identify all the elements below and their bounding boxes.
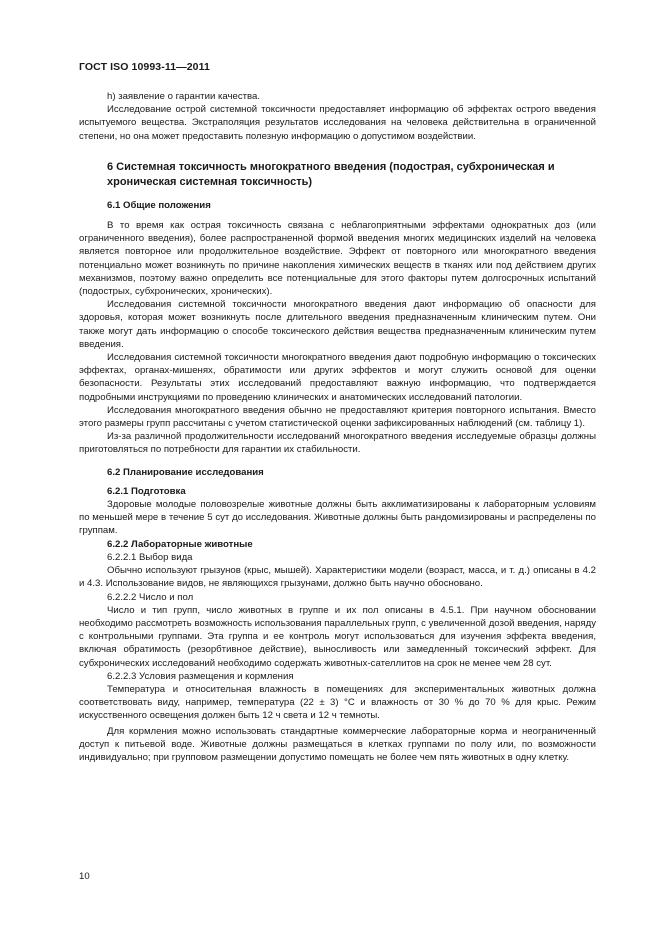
section-6-2-2-2-title: 6.2.2.2 Число и пол: [107, 591, 194, 603]
page-number: 10: [79, 871, 90, 882]
section-6-2-title: 6.2 Планирование исследования: [107, 466, 264, 478]
paragraph-6-1-4: Исследования многократного введения обычно не предоставляют критерия повторного испытания. Вместо этого размеры групп рассчитаны с учетом статистической оценки зафиксированных наблюдений (см. таблицу 1).: [79, 404, 596, 430]
paragraph-6-2-1: Здоровые молодые половозрелые животные должны быть акклиматизированы к лабораторным условиям по меньшей мере в течение 5 сут до исследования. Животные должны быть рандомизированы и распределены по группам.: [79, 499, 596, 537]
paragraph-6-1-3: Исследования системной токсичности многократного введения дают подробную информацию о токсических эффектах, органах-мишенях, обратимости или других эффектов и могут служить основой для оценки безопасности. Результаты этих исследований предоставляют важную информацию, что подтверждается подробными инструкциями по проведению клинических и анатомических исследований патологии.: [79, 352, 596, 403]
list-item-h: h) заявление о гарантии качества.: [107, 91, 261, 102]
section-6-title: 6 Системная токсичность многократного введения (подострая, субхроническая и хроническая системная токсичность): [107, 160, 555, 189]
paragraph-6-1-5: Из-за различной продолжительности исследований многократного введения исследуемые образцы должны приготовляться по потребности для гарантии их стабильности.: [79, 431, 596, 456]
section-6-2-2-1-title: 6.2.2.1 Выбор вида: [107, 551, 193, 563]
section-6-1-title: 6.1 Общие положения: [107, 199, 211, 211]
paragraph-6-2-2-3-1: Температура и относительная влажность в помещениях для экспериментальных животных должна соответствовать виду, например, температура (22 ± 3) °С и влажность от 30 % до 70 % для крыс. Режим искусственного освещения должен быть 12 ч света и 12 ч темноты.: [79, 683, 596, 722]
section-6-2-1-title: 6.2.1 Подготовка: [107, 485, 186, 497]
section-6-2-2-3-title: 6.2.2.3 Условия размещения и кормления: [107, 670, 294, 682]
paragraph-6-2-2-3-2: Для кормления можно использовать стандартные коммерческие лабораторные корма и неограниченный доступ к питьевой воде. Животные должны размещаться в клетках группами по полу или, по возможности индивидуально; при групповом размещении допустимо помещать не более чем пять животных в одну клетку.: [79, 725, 596, 763]
paragraph-6-2-2-2: Число и тип групп, число животных в группе и их пол описаны в 4.5.1. При научном обосновании необходимо рассмотреть возможность использования параллельных групп, с увеличенной дозой введения, наряду с контрольными группами. Эта группа и ее контроль могут использоваться для изучения эффекта введения, включая обратимость (резорбтивное действие), выносливость или замедленный токсический эффект. Для субхронических исследований необходимо содержать животных-сателлитов на срок не менее чем 28 сут.: [79, 604, 596, 669]
paragraph-6-2-2-1: Обычно используют грызунов (крыс, мышей). Характеристики модели (возраст, масса, и т. д.) описаны в 4.2 и 4.3. Использование видов, не являющихся грызунами, должно быть научно обосновано.: [79, 565, 596, 590]
paragraph-6-1-1: В то время как острая токсичность связана с неблагоприятными эффектами однократных доз (или ограниченного введения), более распространенной формой введения многих медицинских изделий на человека является повторное или продолжительное воздействие. Эффект от повторного или многократного введения потенциально может возникнуть по причине накопления химических веществ в тканях или под действием других механизмов, поэтому важно определить все потенциальные для этого факторы путем долгосрочных испытаний (подострых, субхронических, хронических).: [79, 220, 596, 298]
paragraph-6-1-2: Исследования системной токсичности многократного введения дают информацию об опасности для здоровья, которая может возникнуть после длительного введения предназначенным клиническим путем. Они также могут дать информацию о способе токсического действия вещества предназначенным клиническим путем введения.: [79, 299, 596, 350]
document-header: ГОСТ ISO 10993-11—2011: [79, 61, 210, 73]
page-body: [79, 90, 596, 764]
section-6-2-2-title: 6.2.2 Лабораторные животные: [107, 538, 253, 550]
paragraph-acute-summary: Исследование острой системной токсичности предоставляет информацию об эффектах острого введения испытуемого вещества. Экстраполяция результатов исследования на человека действительна в ограниченной степени, но она может предоставить полезную информацию о допустимом воздействии.: [79, 104, 596, 142]
